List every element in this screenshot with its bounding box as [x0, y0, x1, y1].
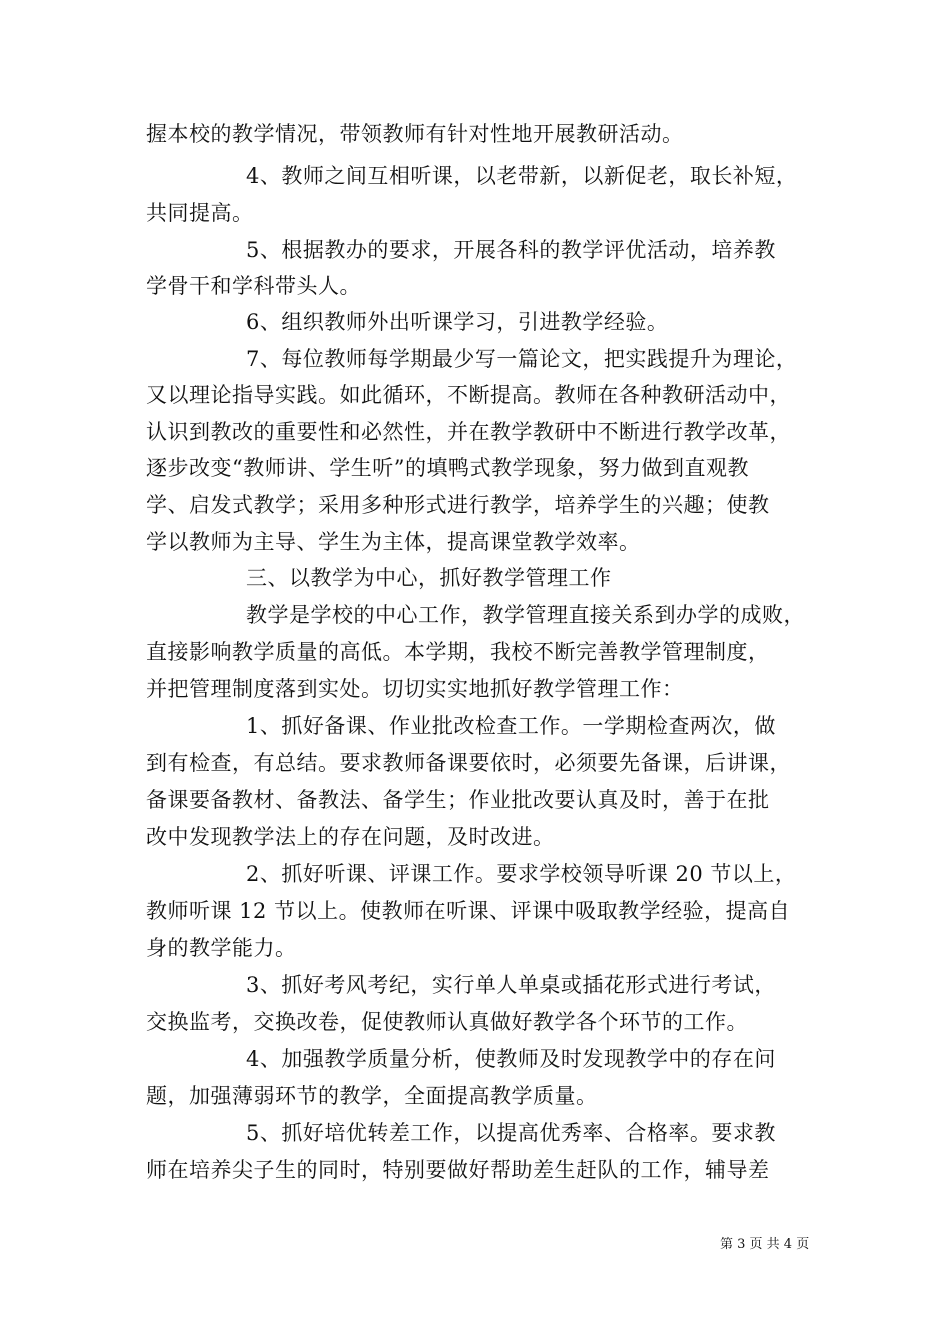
text-line: 3、抓好考风考纪，实行单人单桌或插花形式进行考试，	[246, 973, 776, 997]
text-line: 4、加强教学质量分析，使教师及时发现教学中的存在问	[246, 1047, 776, 1071]
page-number-footer: 第 3 页 共 4 页	[720, 1237, 810, 1252]
text-line: 7、每位教师每学期最少写一篇论文，把实践提升为理论，	[246, 347, 798, 371]
text-line: 5、抓好培优转差工作，以提高优秀率、合格率。要求教	[246, 1121, 776, 1145]
text-line: 1、抓好备课、作业批改检查工作。一学期检查两次，做	[246, 714, 776, 738]
text-line: 6、组织教师外出听课学习，引进教学经验。	[246, 310, 669, 334]
text-line: 5、根据教办的要求，开展各科的教学评优活动，培养教	[246, 238, 776, 262]
text-line: 直接影响教学质量的高低。本学期，我校不断完善教学管理制度，	[146, 640, 770, 664]
text-line: 2、抓好听课、评课工作。要求学校领导听课 20 节以上，	[246, 862, 797, 886]
text-line: 身的教学能力。	[146, 936, 297, 960]
text-line: 学以教师为主导、学生为主体，提高课堂教学效率。	[146, 530, 641, 554]
text-line: 交换监考，交换改卷，促使教师认真做好教学各个环节的工作。	[146, 1010, 748, 1034]
text-line: 师在培养尖子生的同时，特别要做好帮助差生赶队的工作，辅导差	[146, 1158, 770, 1182]
text-line: 逐步改变“教师讲、学生听”的填鸭式教学现象，努力做到直观教	[146, 456, 749, 480]
text-line: 学、启发式教学；采用多种形式进行教学，培养学生的兴趣；使教	[146, 493, 770, 517]
text-line: 到有检查，有总结。要求教师备课要依时，必须要先备课，后讲课，	[146, 751, 791, 775]
text-line: 又以理论指导实践。如此循环，不断提高。教师在各种教研活动中，	[146, 383, 791, 407]
text-line: 认识到教改的重要性和必然性，并在教学教研中不断进行教学改革，	[146, 420, 791, 444]
text-line: 教学是学校的中心工作，教学管理直接关系到办学的成败，	[246, 603, 805, 627]
text-line: 共同提高。	[146, 201, 254, 225]
text-line: 题，加强薄弱环节的教学，全面提高教学质量。	[146, 1084, 598, 1108]
text-line: 学骨干和学科带头人。	[146, 274, 361, 298]
text-line: 改中发现教学法上的存在问题，及时改进。	[146, 825, 555, 849]
section-heading: 三、以教学为中心，抓好教学管理工作	[246, 566, 612, 590]
text-line: 4、教师之间互相听课，以老带新，以新促老，取长补短，	[246, 164, 798, 188]
text-line: 握本校的教学情况，带领教师有针对性地开展教研活动。	[146, 122, 684, 146]
text-line: 并把管理制度落到实处。切切实实地抓好教学管理工作：	[146, 677, 684, 701]
text-line: 备课要备教材、备教法、备学生；作业批改要认真及时，善于在批	[146, 788, 770, 812]
text-line: 教师听课 12 节以上。使教师在听课、评课中吸取教学经验，提高自	[146, 899, 791, 923]
